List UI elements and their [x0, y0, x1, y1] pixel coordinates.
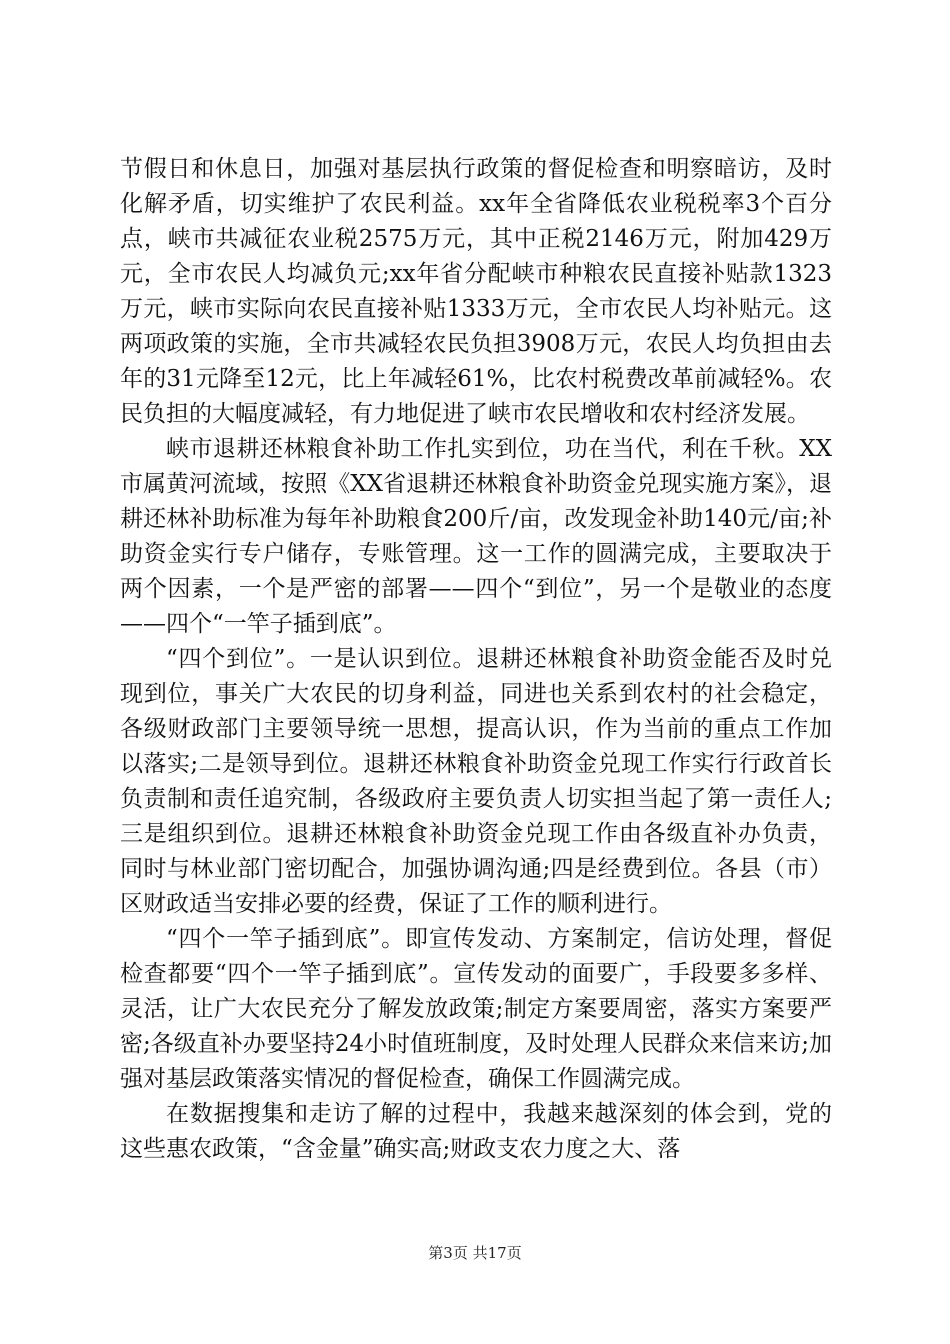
paragraph-3: “四个到位”。一是认识到位。退耕还林粮食补助资金能否及时兑现到位，事关广大农民的切身利益，同进也关系到农村的社会稳定，各级财政部门主要领导统一思想，提高认识，作为当前的重点工作加以落实;二是领导到位。退耕还林粮食补助资金兑现工作实行行政首长负责制和责任追究制，各级政府主要负责人切实担当起了第一责任人;三是组织到位。退耕还林粮食补助资金兑现工作由各级直补办负责，同时与林业部门密切配合，加强协调沟通;四是经费到位。各县（市）区财政适当安排必要的经费，保证了工作的顺利进行。 [120, 646, 832, 917]
paragraph-2: 峡市退耕还林粮食补助工作扎实到位，功在当代，利在千秋。XX市属黄河流域，按照《XX省退耕还林粮食补助资金兑现实施方案》，退耕还林补助标准为每年补助粮食200斤/亩，改发现金补助140元/亩;补助资金实行专户储存，专账管理。这一工作的圆满完成，主要取决于两个因素，一个是严密的部署——四个“到位”，另一个是敬业的态度——四个“一竿子插到底”。 [120, 436, 832, 637]
paragraph-1: 节假日和休息日，加强对基层执行政策的督促检查和明察暗访，及时化解矛盾，切实维护了农民利益。xx年全省降低农业税税率3个百分点，峡市共减征农业税2575万元，其中正税2146万元，附加429万元，全市农民人均减负元;xx年省分配峡市种粮农民直接补贴款1323万元，峡市实际向农民直接补贴1333万元，全市农民人均补贴元。这两项政策的实施，全市共减轻农民负担3908万元，农民人均负担由去年的31元降至12元，比上年减轻61%，比农村税费改革前减轻%。农民负担的大幅度减轻，有力地促进了峡市农民增收和农村经济发展。 [120, 156, 832, 427]
document-body [120, 152, 832, 1167]
page-number-footer: 第3页 共17页 [428, 1244, 522, 1262]
paragraph-4: “四个一竿子插到底”。即宣传发动、方案制定，信访处理，督促检查都要“四个一竿子插到底”。宣传发动的面要广，手段要多多样、灵活，让广大农民充分了解发放政策;制定方案要周密，落实方案要严密;各级直补办要坚持24小时值班制度，及时处理人民群众来信来访;加强对基层政策落实情况的督促检查，确保工作圆满完成。 [120, 926, 832, 1092]
paragraph-5: 在数据搜集和走访了解的过程中，我越来越深刻的体会到，党的这些惠农政策，“含金量”确实高;财政支农力度之大、落 [120, 1101, 832, 1162]
